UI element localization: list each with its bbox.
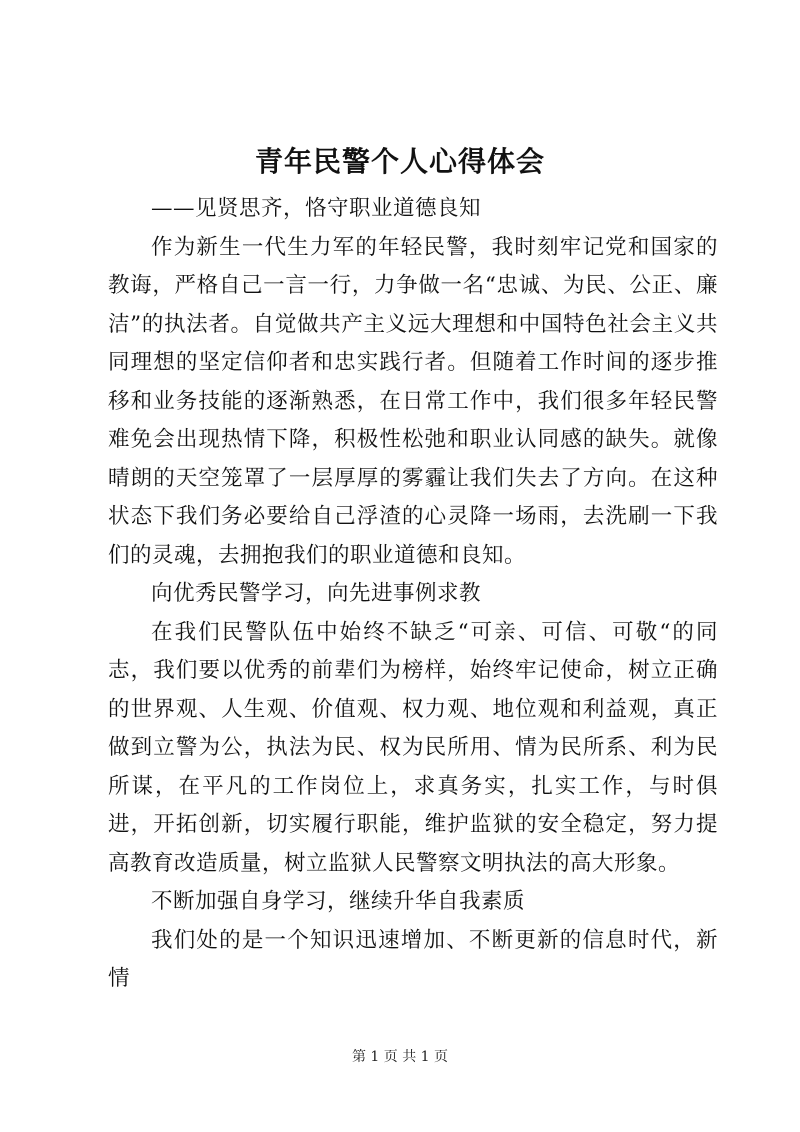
body-paragraph: 作为新生一代生力军的年轻民警，我时刻牢记党和国家的教诲，严格自己一言一行，力争做一名“忠诚、为民、公正、廉洁”的执法者。自觉做共产主义远大理想和中国特色社会主义共同理想的坚定信仰者和忠实践行者。但随着工作时间的逐步推移和业务技能的逐渐熟悉，在日常工作中，我们很多年轻民警难免会出现热情下降，积极性松弛和职业认同感的缺失。就像晴朗的天空笼罩了一层厚厚的雾霾让我们失去了方向。在这种状态下我们务必要给自己浮渣的心灵降一场雨，去洗刷一下我们的灵魂，去拥抱我们的职业道德和良知。 [108,234,718,568]
section-heading: 不断加强自身学习，继续升华自我素质 [151,889,526,914]
body-paragraph: 在我们民警队伍中始终不缺乏“可亲、可信、可敬“的同志，我们要以优秀的前辈们为榜样，始终牢记使命，树立正确的世界观、人生观、价值观、权力观、地位观和利益观，真正做到立警为公，执法为民、权为民所用、情为民所系、利为民所谋，在平凡的工作岗位上，求真务实，扎实工作，与时俱进，开拓创新，切实履行职能，维护监狱的安全稳定，努力提高教育改造质量，树立监狱人民警察文明执法的高大形象。 [108,619,718,876]
subtitle-paragraph: ——见贤思齐，恪守职业道德良知 [151,196,482,221]
body-paragraph: 我们处的是一个知识迅速增加、不断更新的信息时代，新情 [108,927,718,991]
document-body [108,190,718,999]
section-heading: 向优秀民警学习，向先进事例求教 [151,581,482,606]
page-title: 青年民警个人心得体会 [254,145,545,178]
page-footer: 第 1 页 共 1 页 [351,1049,449,1065]
